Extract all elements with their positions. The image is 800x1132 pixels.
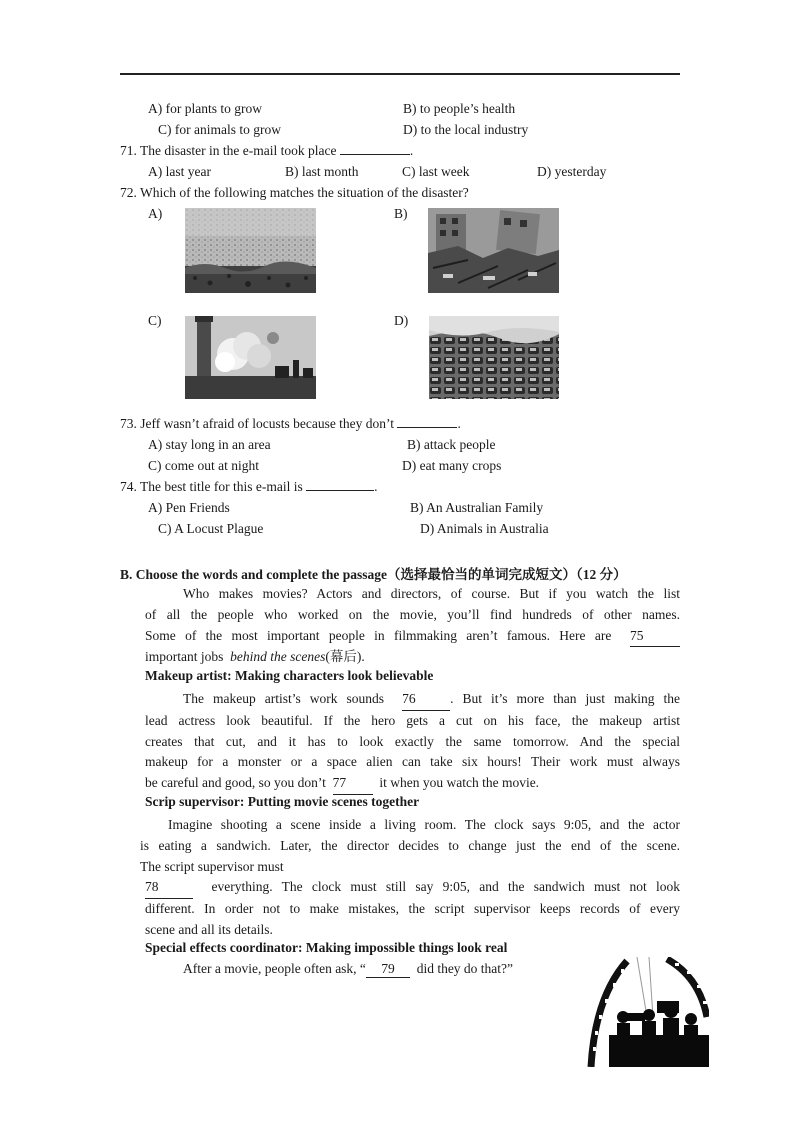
q74-option-b[interactable]: B) An Australian Family bbox=[410, 500, 544, 515]
script-line-4: 78 everything. The clock must still say 9:05, and the sandwich must not look bbox=[145, 877, 680, 899]
heading-script-supervisor: Scrip supervisor: Putting movie scenes together bbox=[145, 794, 420, 809]
q74-blank[interactable] bbox=[306, 490, 374, 491]
q72-option-b[interactable]: B) bbox=[394, 206, 408, 221]
special-effects-line-1: After a movie, people often ask, “ 79 did they do that?” bbox=[183, 961, 514, 976]
blank-75[interactable]: 75 bbox=[630, 626, 680, 648]
q71-option-a[interactable]: A) last year bbox=[148, 164, 211, 179]
passage-script bbox=[140, 815, 680, 877]
q74-option-c[interactable]: C) A Locust Plague bbox=[158, 521, 264, 536]
makeup-line-4: makeup for a monster or a space alien can take six hours! Their work must always bbox=[145, 754, 680, 770]
q73-option-d[interactable]: D) eat many crops bbox=[402, 458, 502, 473]
blank-77[interactable]: 77 bbox=[333, 773, 373, 795]
q70-option-b[interactable]: B) to people’s health bbox=[403, 101, 516, 116]
q72-stem: 72. Which of the following matches the situation of the disaster? bbox=[120, 185, 469, 200]
photo-factory-explosion[interactable] bbox=[185, 316, 316, 399]
q72-option-a[interactable]: A) bbox=[148, 206, 163, 221]
intro-line-3: Some of the most important people in filmmaking aren’t famous. Here are 75 bbox=[145, 626, 680, 648]
q73-blank[interactable] bbox=[397, 427, 457, 428]
q70-option-d[interactable]: D) to the local industry bbox=[403, 122, 529, 137]
blank-76[interactable]: 76 bbox=[402, 689, 450, 711]
q73-stem: 73. Jeff wasn’t afraid of locusts because they don’t . bbox=[120, 416, 461, 431]
film-crew-silhouette-image[interactable] bbox=[587, 957, 709, 1067]
blank-78[interactable]: 78 bbox=[145, 877, 193, 899]
intro-line-2: of all the people who worked on the movie, you’ll find hundreds of other names. bbox=[145, 606, 680, 622]
heading-special-effects: Special effects coordinator: Making impossible things look real bbox=[145, 940, 508, 955]
makeup-line-3: creates that cut, and it has to look exactly the same tomorrow. And the special bbox=[145, 733, 680, 749]
intro-line-1: Who makes movies? Actors and directors, of course. But if you watch the list bbox=[183, 586, 680, 601]
q70-option-a[interactable]: A) for plants to grow bbox=[148, 101, 262, 116]
script-line-2: is eating a sandwich. Later, the director decides to change just the end of the scene. bbox=[140, 837, 680, 853]
photo-flood[interactable] bbox=[185, 208, 316, 293]
script-line-3: The script supervisor must bbox=[140, 858, 284, 874]
script-line-5: different. In order not to make mistakes, the script supervisor keeps records of every bbox=[145, 900, 680, 916]
q72-option-d[interactable]: D) bbox=[394, 313, 409, 328]
blank-79[interactable]: 79 bbox=[366, 961, 410, 978]
top-rule bbox=[120, 73, 680, 75]
script-line-1: Imagine shooting a scene inside a living room. The clock says 9:05, and the actor bbox=[168, 817, 680, 832]
script-line-6: scene and all its details. bbox=[145, 921, 273, 937]
q71-option-b[interactable]: B) last month bbox=[285, 164, 359, 179]
q74-option-a[interactable]: A) Pen Friends bbox=[148, 500, 230, 515]
heading-makeup-artist: Makeup artist: Making characters look believable bbox=[145, 668, 434, 683]
q74-stem: 74. The best title for this e-mail is . bbox=[120, 479, 378, 494]
passage-makeup bbox=[145, 689, 680, 795]
photo-earthquake[interactable] bbox=[428, 208, 559, 293]
intro-line-4: important jobs behind the scenes(幕后). bbox=[145, 649, 365, 665]
q71-option-c[interactable]: C) last week bbox=[402, 164, 470, 179]
q70-option-c[interactable]: C) for animals to grow bbox=[158, 122, 281, 137]
section-b-heading: B. Choose the words and complete the passage（选择最恰当的单词完成短文）（12 分） bbox=[120, 567, 627, 582]
q71-option-d[interactable]: D) yesterday bbox=[537, 164, 607, 179]
q73-option-a[interactable]: A) stay long in an area bbox=[148, 437, 271, 452]
makeup-line-2: lead actress look beautiful. If the hero gets a cut on his face, the makeup artist bbox=[145, 712, 680, 728]
passage-intro bbox=[145, 584, 680, 668]
q73-option-b[interactable]: B) attack people bbox=[407, 437, 496, 452]
q71-blank[interactable] bbox=[340, 154, 410, 155]
q73-option-c[interactable]: C) come out at night bbox=[148, 458, 259, 473]
q74-option-d[interactable]: D) Animals in Australia bbox=[420, 521, 549, 536]
makeup-line-5: be careful and good, so you don’t 77 it when you watch the movie. bbox=[145, 773, 680, 795]
q71-stem: 71. The disaster in the e-mail took place . bbox=[120, 143, 414, 158]
makeup-line-1: The makeup artist’s work sounds 76 . But it’s more than just making the bbox=[145, 689, 680, 711]
q72-option-c[interactable]: C) bbox=[148, 313, 162, 328]
passage-script-cont bbox=[145, 877, 680, 940]
photo-swarm[interactable] bbox=[429, 316, 559, 399]
